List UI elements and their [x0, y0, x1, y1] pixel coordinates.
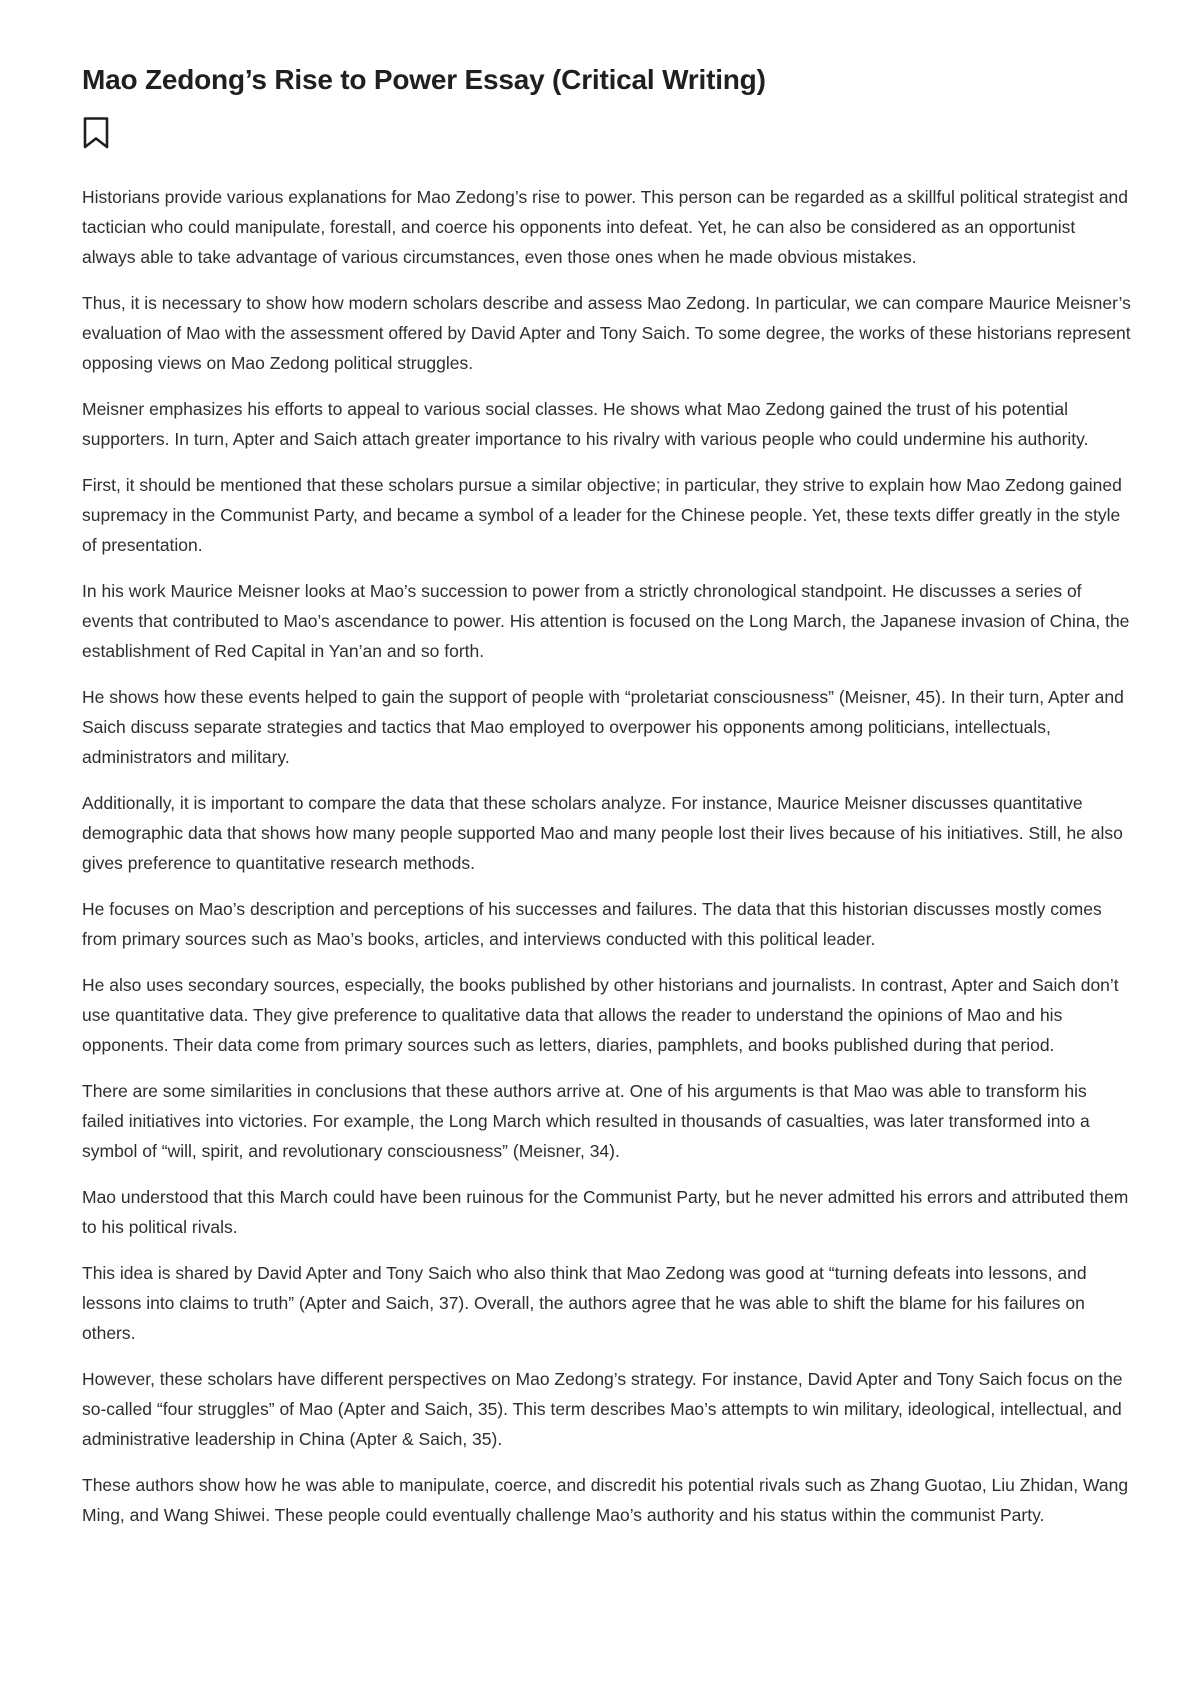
paragraph-7: Additionally, it is important to compare the data that these scholars analyze. For instance, Maurice Meisner discusses quantitative demographic data that shows how many people supported Mao and many people lost their lives because of his initiatives. Still, he also gives preference to quantitative research methods. [82, 793, 1123, 873]
paragraph-2: Thus, it is necessary to show how modern scholars describe and assess Mao Zedong. In particular, we can compare Maurice Meisner’s evaluation of Mao with the assessment offered by David Apter and Tony Saich. To some degree, the works of these historians represent opposing views on Mao Zedong political struggles. [82, 293, 1131, 373]
paragraph-14: These authors show how he was able to manipulate, coerce, and discredit his potential rivals such as Zhang Guotao, Liu Zhidan, Wang Ming, and Wang Shiwei. These people could eventually challenge Mao’s authority and his status within the communist Party. [82, 1475, 1129, 1525]
essay-body [82, 182, 1131, 1530]
paragraph-10: There are some similarities in conclusions that these authors arrive at. One of his arguments is that Mao was able to transform his failed initiatives into victories. For example, the Long March which resulted in thousands of casualties, was later transformed into a symbol of “will, spirit, and revolutionary consciousness” (Meisner, 34). [82, 1081, 1090, 1161]
bookmark-button[interactable] [82, 116, 110, 150]
bookmark-icon [82, 116, 110, 150]
paragraph-11: Mao understood that this March could have been ruinous for the Communist Party, but he never admitted his errors and attributed them to his political rivals. [82, 1187, 1129, 1237]
paragraph-3: Meisner emphasizes his efforts to appeal to various social classes. He shows what Mao Zedong gained the trust of his potential supporters. In turn, Apter and Saich attach greater importance to his rivalry with various people who could undermine his authority. [82, 399, 1089, 449]
paragraph-4: First, it should be mentioned that these scholars pursue a similar objective; in particular, they strive to explain how Mao Zedong gained supremacy in the Communist Party, and became a symbol of a leader for the Chinese people. Yet, these texts differ greatly in the style of presentation. [82, 475, 1122, 555]
paragraph-9: He also uses secondary sources, especially, the books published by other historians and journalists. In contrast, Apter and Saich don’t use quantitative data. They give preference to qualitative data that allows the reader to understand the opinions of Mao and his opponents. Their data come from primary sources such as letters, diaries, pamphlets, and books published during that period. [82, 975, 1119, 1055]
paragraph-8: He focuses on Mao’s description and perceptions of his successes and failures. The data that this historian discusses mostly comes from primary sources such as Mao’s books, articles, and interviews conducted with this political leader. [82, 899, 1102, 949]
paragraph-12: This idea is shared by David Apter and Tony Saich who also think that Mao Zedong was good at “turning defeats into lessons, and lessons into claims to truth” (Apter and Saich, 37). Overall, the authors agree that he was able to shift the blame for his failures on others. [82, 1263, 1087, 1343]
paragraph-13: However, these scholars have different perspectives on Mao Zedong’s strategy. For instance, David Apter and Tony Saich focus on the so-called “four struggles” of Mao (Apter and Saich, 35). This term describes Mao’s attempts to win military, ideological, intellectual, and administrative leadership in China (Apter & Saich, 35). [82, 1369, 1123, 1449]
page-title: Mao Zedong’s Rise to Power Essay (Critical Writing) [82, 64, 766, 95]
paragraph-6: He shows how these events helped to gain the support of people with “proletariat consciousness” (Meisner, 45). In their turn, Apter and Saich discuss separate strategies and tactics that Mao employed to overpower his opponents among politicians, intellectuals, administrators and military. [82, 687, 1124, 767]
paragraph-5: In his work Maurice Meisner looks at Mao’s succession to power from a strictly chronological standpoint. He discusses a series of events that contributed to Mao’s ascendance to power. His attention is focused on the Long March, the Japanese invasion of China, the establishment of Red Capital in Yan’an and so forth. [82, 581, 1130, 661]
paragraph-1: Historians provide various explanations for Mao Zedong’s rise to power. This person can be regarded as a skillful political strategist and tactician who could manipulate, forestall, and coerce his opponents into defeat. Yet, he can also be considered as an opportunist always able to take advantage of various circumstances, even those ones when he made obvious mistakes. [82, 187, 1129, 267]
